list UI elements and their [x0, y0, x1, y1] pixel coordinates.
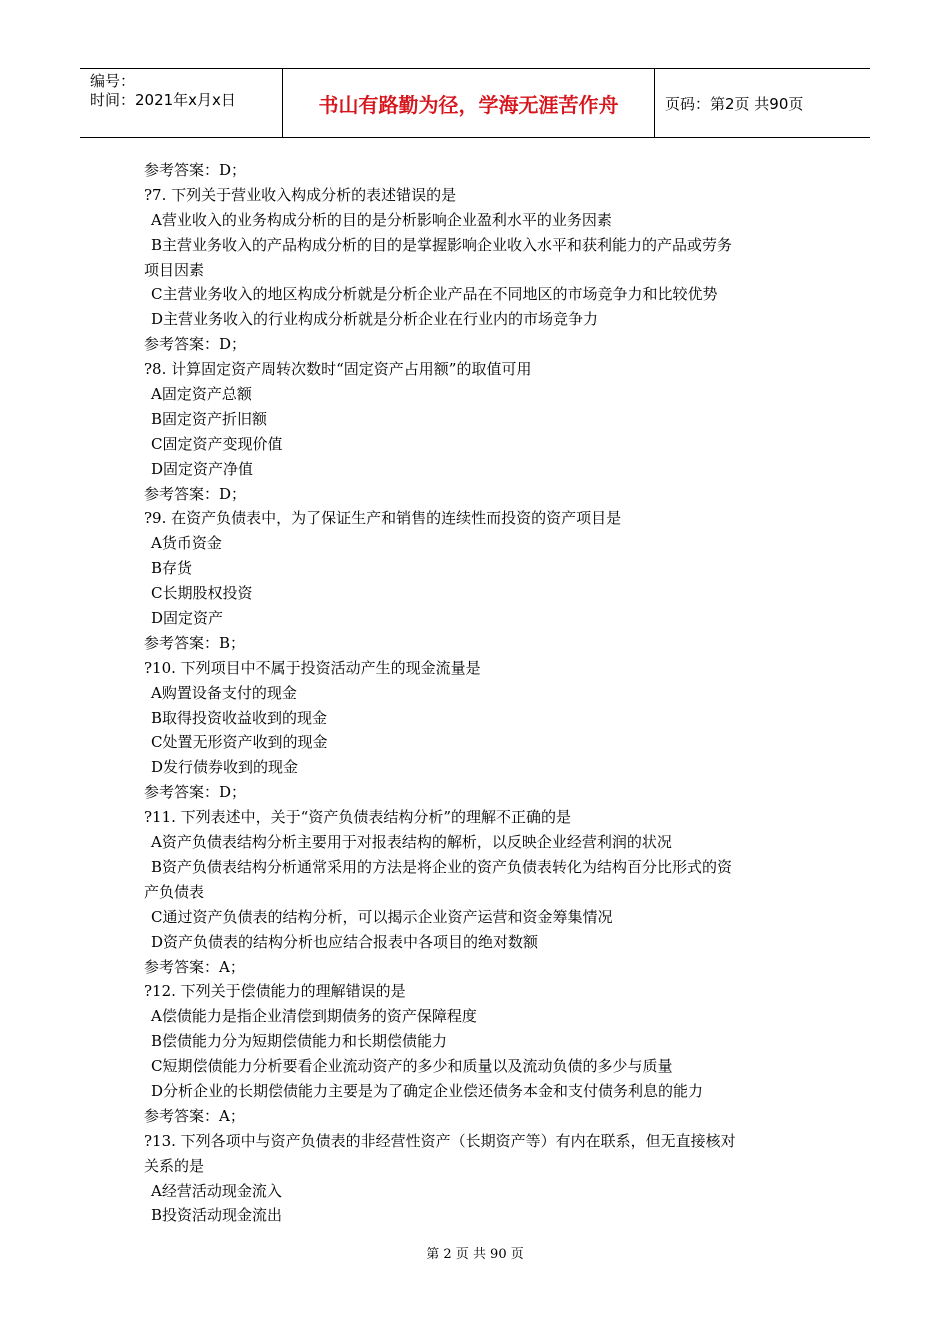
option-line: B偿债能力分为短期偿债能力和长期偿债能力	[151, 1032, 448, 1051]
answer-line: 参考答案：A；	[144, 1106, 245, 1125]
option-line: D主营业务收入的行业构成分析就是分析企业在行业内的市场竞争力	[151, 310, 599, 329]
option-line: C主营业务收入的地区构成分析就是分析企业产品在不同地区的市场竞争力和比较优势	[151, 285, 718, 304]
page-header	[80, 68, 870, 138]
option-line: D固定资产	[151, 609, 224, 628]
question-line: ?11. 下列表述中，关于“资产负债表结构分析”的理解不正确的是	[144, 808, 572, 827]
question-line: ?10. 下列项目中不属于投资活动产生的现金流量是	[144, 658, 481, 677]
header-page-info: 页码：第2页 共90页	[665, 95, 804, 113]
option-line: A资产负债表结构分析主要用于对报表结构的解析，以反映企业经营利润的状况	[151, 833, 672, 852]
answer-line: 参考答案：D；	[144, 783, 247, 802]
continuation-line: 关系的是	[144, 1156, 205, 1175]
answer-line: 参考答案：B；	[144, 633, 246, 652]
continuation-line: 项目因素	[144, 260, 205, 279]
option-line: C处置无形资产收到的现金	[151, 733, 328, 752]
option-line: B取得投资收益收到的现金	[151, 708, 328, 727]
option-line: A货币资金	[151, 534, 222, 553]
header-info-cell	[80, 69, 283, 137]
option-line: C短期偿债能力分析要看企业流动资产的多少和质量以及流动负债的多少与质量	[151, 1057, 673, 1076]
option-line: D分析企业的长期偿债能力主要是为了确定企业偿还债务本金和支付债务利息的能力	[151, 1081, 704, 1100]
answer-line: 参考答案：D；	[144, 484, 247, 503]
question-line: ?12. 下列关于偿债能力的理解错误的是	[144, 982, 406, 1001]
option-line: B资产负债表结构分析通常采用的方法是将企业的资产负债表转化为结构百分比形式的资	[151, 857, 733, 876]
option-line: A营业收入的业务构成分析的目的是分析影响企业盈利水平的业务因素	[151, 210, 612, 229]
question-list	[144, 158, 814, 1228]
document-number-label: 编号：	[90, 72, 136, 90]
option-line: D发行债券收到的现金	[151, 758, 299, 777]
option-line: A经营活动现金流入	[151, 1181, 282, 1200]
option-line: A购置设备支付的现金	[151, 683, 297, 702]
header-motto: 书山有路勤为径，学海无涯苦作舟	[318, 93, 619, 117]
option-line: B固定资产折旧额	[151, 409, 268, 428]
answer-line: 参考答案：D；	[144, 161, 247, 179]
option-line: D资产负债表的结构分析也应结合报表中各项目的绝对数额	[151, 932, 539, 951]
answer-line: 参考答案：A；	[144, 957, 245, 976]
option-line: B主营业务收入的产品构成分析的目的是掌握影响企业收入水平和获利能力的产品或劳务	[151, 235, 733, 254]
question-line: ?9. 在资产负债表中，为了保证生产和销售的连续性而投资的资产项目是	[144, 509, 622, 528]
question-line: ?7. 下列关于营业收入构成分析的表述错误的是	[144, 185, 457, 204]
option-line: A固定资产总额	[151, 385, 252, 404]
option-line: B存货	[151, 559, 193, 578]
option-line: C长期股权投资	[151, 584, 253, 603]
option-line: A偿债能力是指企业清偿到期债务的资产保障程度	[151, 1007, 477, 1026]
option-line: D固定资产净值	[151, 459, 254, 478]
continuation-line: 产负债表	[144, 882, 205, 901]
question-line: ?13. 下列各项中与资产负债表的非经营性资产（长期资产等）有内在联系，但无直接核对	[144, 1131, 736, 1150]
option-line: C固定资产变现价值	[151, 434, 283, 453]
answer-line: 参考答案：D；	[144, 335, 247, 354]
question-line: ?8. 计算固定资产周转次数时“固定资产占用额”的取值可用	[144, 360, 532, 379]
option-line: B投资活动现金流出	[151, 1206, 283, 1225]
header-motto-cell	[283, 69, 655, 137]
option-line: C通过资产负债表的结构分析，可以揭示企业资产运营和资金筹集情况	[151, 907, 613, 926]
header-page-cell	[655, 69, 870, 137]
page-footer: 第 2 页 共 90 页	[426, 1247, 524, 1262]
document-date: 时间：2021年x月x日	[90, 91, 236, 109]
